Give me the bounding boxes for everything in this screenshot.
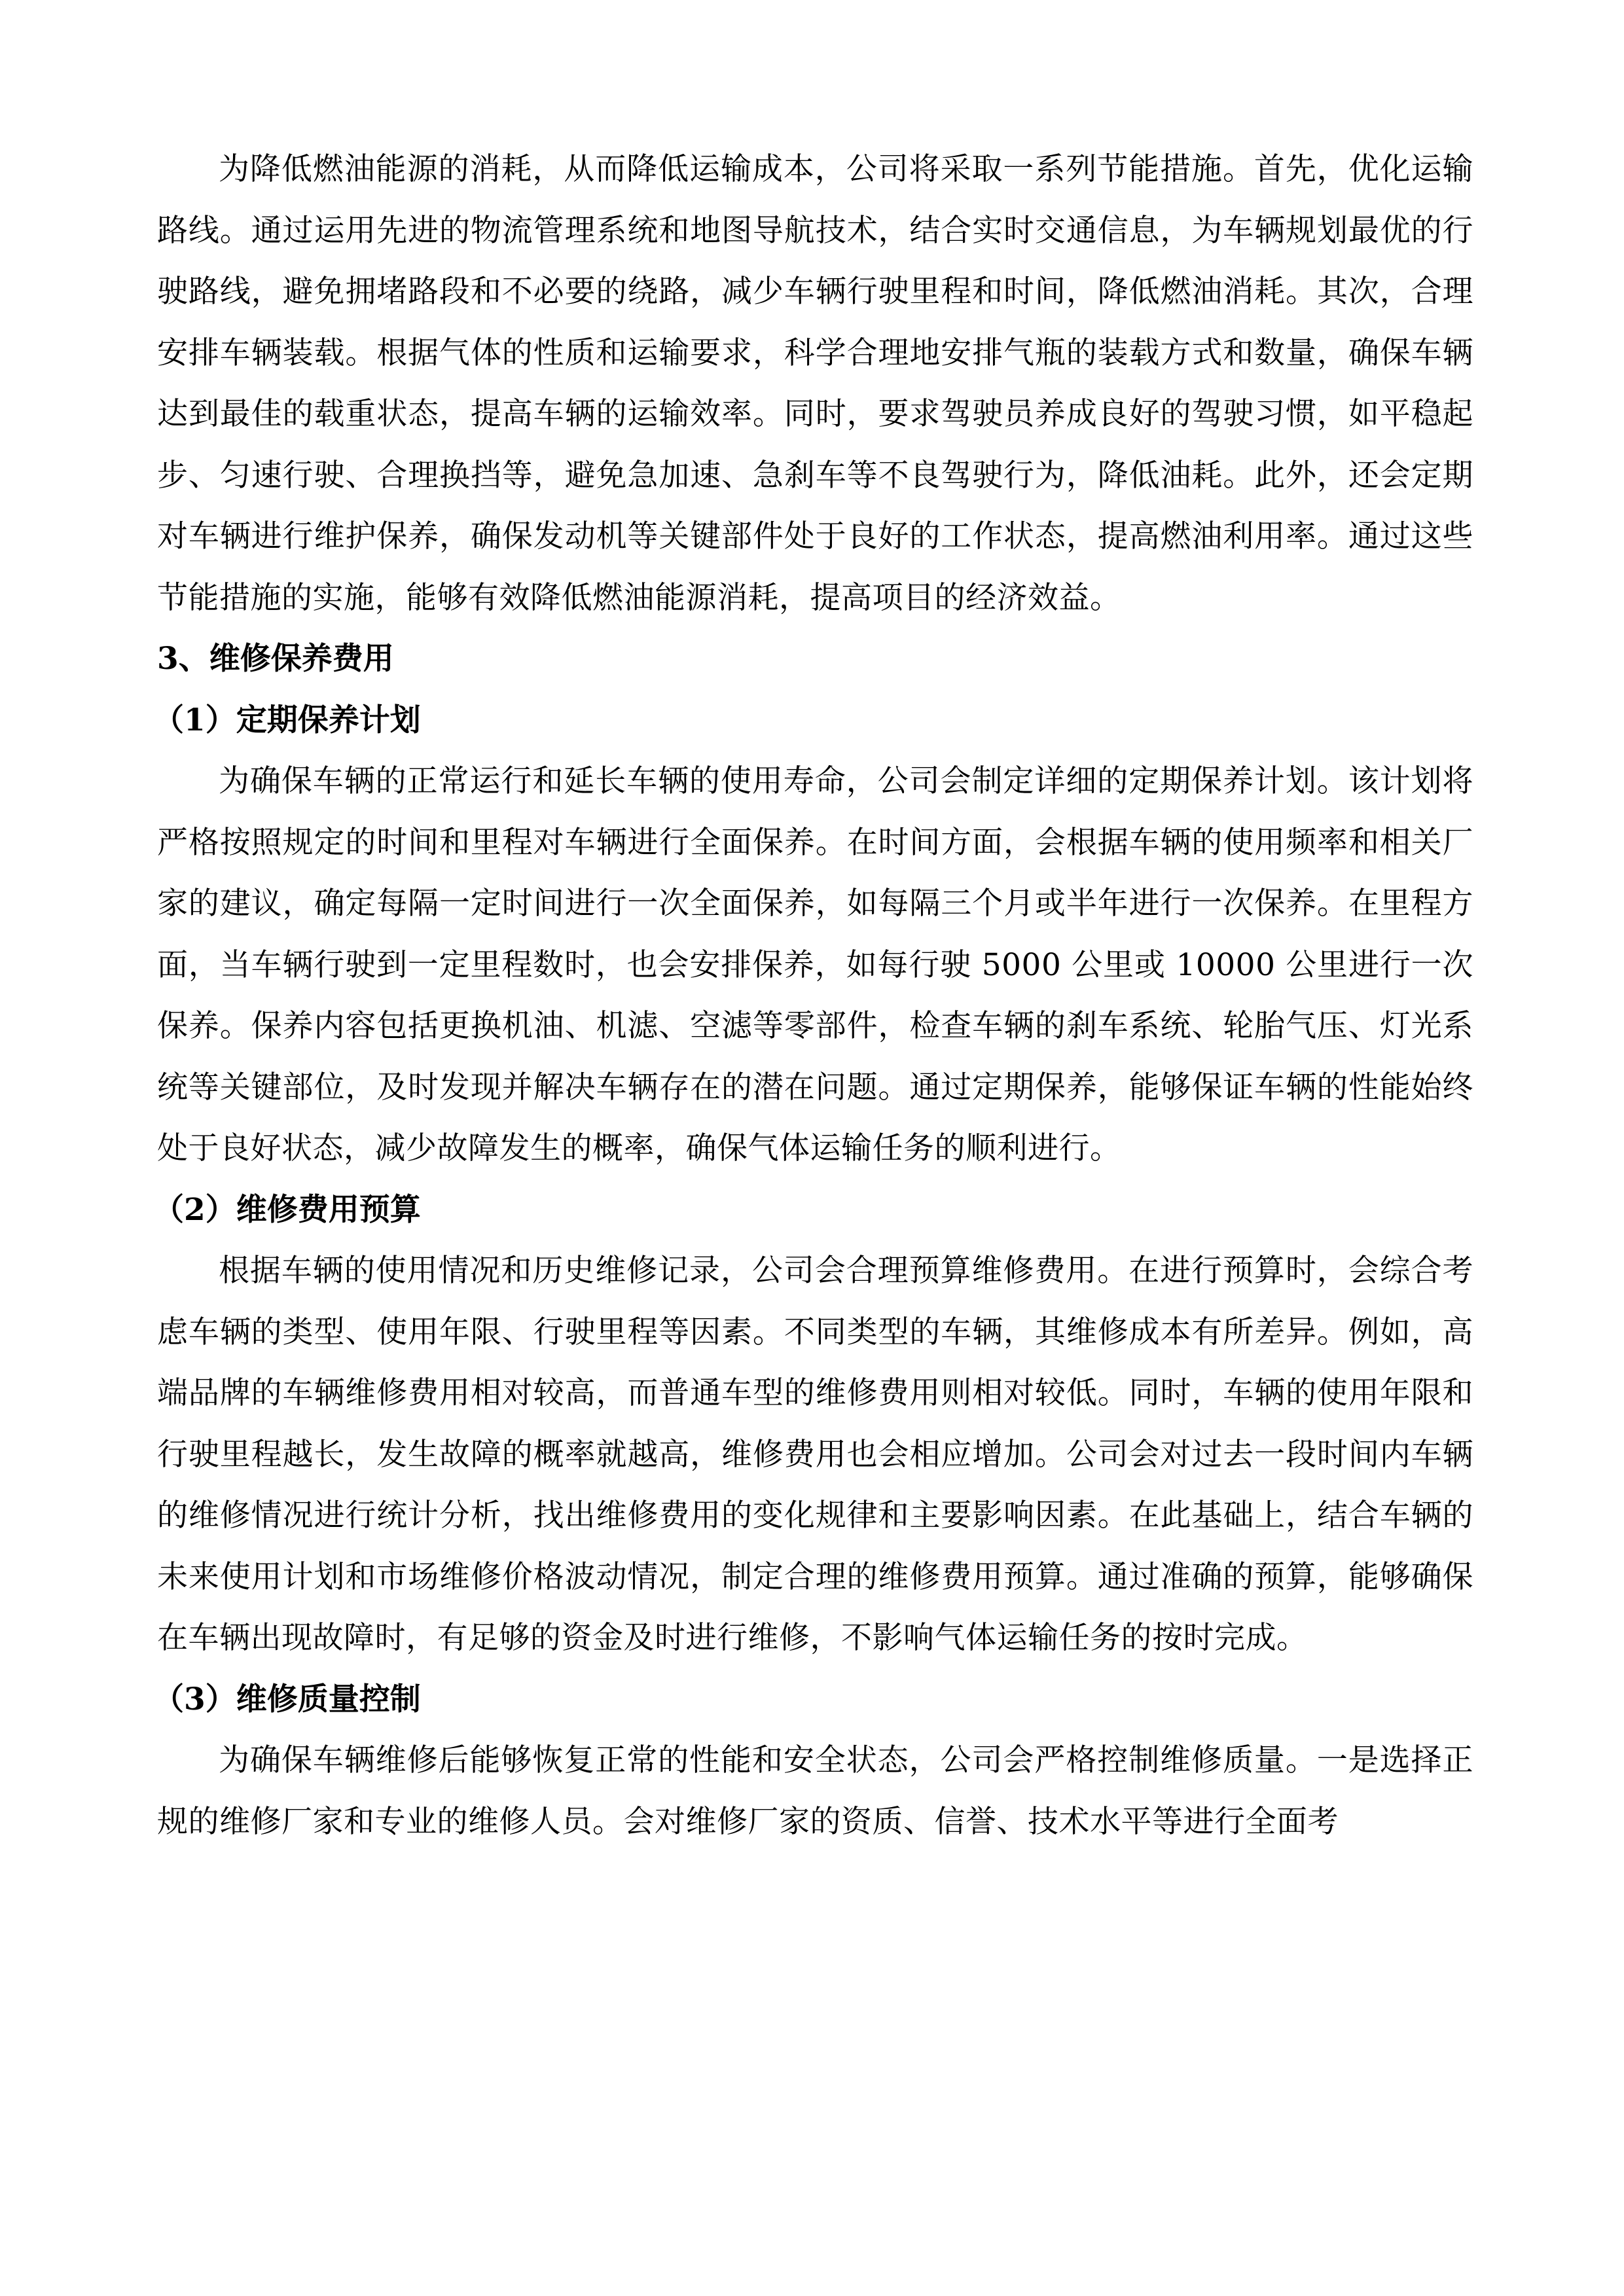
subheading-repair-budget: （2）维修费用预算 (153, 1191, 421, 1228)
subheading-repair-quality: （3）维修质量控制 (153, 1681, 421, 1717)
paragraph-fuel-saving: 为降低燃油能源的消耗，从而降低运输成本，公司将采取一系列节能措施。首先，优化运输路线。通过运用先进的物流管理系统和地图导航技术，结合实时交通信息，为车辆规划最优的行驶路线，避免拥堵路段和不必要的绕路，减少车辆行驶里程和时间，降低燃油消耗。其次，合理安排车辆装载。根据气体的性质和运输要求，科学合理地安排气瓶的装载方式和数量，确保车辆达到最佳的载重状态，提高车辆的运输效率。同时，要求驾驶员养成良好的驾驶习惯，如平稳起步、匀速行驶、合理换挡等，避免急加速、急刹车等不良驾驶行为，降低油耗。此外，还会定期对车辆进行维护保养，确保发动机等关键部件处于良好的工作状态，提高燃油利用率。通过这些节能措施的实施，能够有效降低燃油能源消耗，提高项目的经济效益。 (157, 151, 1473, 616)
document-page (153, 139, 1473, 1852)
subheading-scheduled-maintenance: （1）定期保养计划 (153, 702, 421, 738)
section-heading-maintenance-costs: 3、维修保养费用 (157, 641, 394, 677)
paragraph-repair-budget: 根据车辆的使用情况和历史维修记录，公司会合理预算维修费用。在进行预算时，会综合考虑车辆的类型、使用年限、行驶里程等因素。不同类型的车辆，其维修成本有所差异。例如，高端品牌的车辆维修费用相对较高，而普通车型的维修费用则相对较低。同时，车辆的使用年限和行驶里程越长，发生故障的概率就越高，维修费用也会相应增加。公司会对过去一段时间内车辆的维修情况进行统计分析，找出维修费用的变化规律和主要影响因素。在此基础上，结合车辆的未来使用计划和市场维修价格波动情况，制定合理的维修费用预算。通过准确的预算，能够确保在车辆出现故障时，有足够的资金及时进行维修，不影响气体运输任务的按时完成。 (157, 1253, 1473, 1656)
paragraph-repair-quality: 为确保车辆维修后能够恢复正常的性能和安全状态，公司会严格控制维修质量。一是选择正规的维修厂家和专业的维修人员。会对维修厂家的资质、信誉、技术水平等进行全面考 (157, 1742, 1473, 1840)
paragraph-scheduled-maintenance: 为确保车辆的正常运行和延长车辆的使用寿命，公司会制定详细的定期保养计划。该计划将严格按照规定的时间和里程对车辆进行全面保养。在时间方面，会根据车辆的使用频率和相关厂家的建议，确定每隔一定时间进行一次全面保养，如每隔三个月或半年进行一次保养。在里程方面，当车辆行驶到一定里程数时，也会安排保养，如每行驶 5000 公里或 10000 公里进行一次保养。保养内容包括更换机油、机滤、空滤等零部件，检查车辆的刹车系统、轮胎气压、灯光系统等关键部位，及时发现并解决车辆存在的潜在问题。通过定期保养，能够保证车辆的性能始终处于良好状态，减少故障发生的概率，确保气体运输任务的顺利进行。 (157, 763, 1473, 1166)
